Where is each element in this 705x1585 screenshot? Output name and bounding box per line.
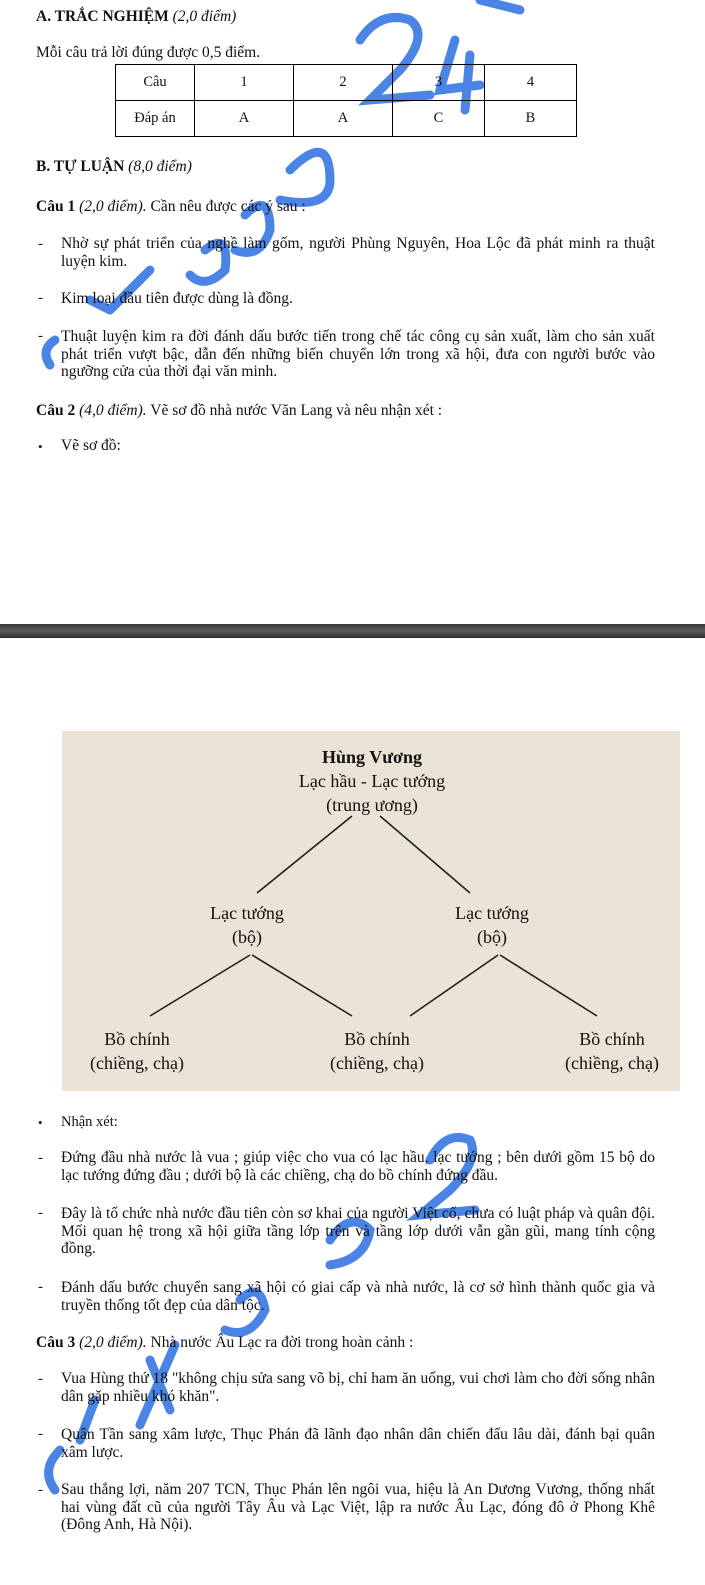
table-cell: A [195, 101, 294, 137]
q2-label: Câu 2 [36, 402, 76, 419]
node-mid-right [432, 901, 552, 949]
node-line: Bồ chính [344, 1029, 410, 1049]
table-row [116, 101, 577, 137]
node-title: Hùng Vương [322, 747, 422, 767]
dash-marker: - [38, 236, 43, 252]
q3-points: (2,0 điểm). [79, 1334, 147, 1351]
node-mid-left [187, 901, 307, 949]
node-line: Lạc tướng [455, 903, 529, 923]
node-line: (chiềng, chạ) [90, 1053, 184, 1073]
table-cell: A [294, 101, 393, 137]
q3-item: Quân Tần sang xâm lược, Thục Phán đã lãnh đạo nhân dân chiến đấu lâu dài, đánh bại quân xâm lược. [61, 1426, 655, 1461]
q3-label: Câu 3 [36, 1334, 76, 1351]
dash-marker: - [38, 1279, 43, 1295]
q2-heading [36, 402, 442, 420]
node-line: Lạc hầu - Lạc tướng [298, 771, 446, 791]
q2-remark: Đứng đầu nhà nước là vua ; giúp việc cho vua có lạc hầu, lạc tướng ; bên dưới gồm 15 bộ do lạc tướng đứng đầu ; dưới bộ là các chiềng, chạ do bồ chính đứng đầu. [61, 1149, 655, 1184]
section-b-heading [36, 158, 192, 176]
q3-heading [36, 1334, 413, 1352]
q1-item: Thuật luyện kim ra đời đánh dấu bước tiến trong chế tác công cụ sản xuất, làm cho sản xuất phát triển vượt bậc, dẫn đến những biến chuyển lớn trong xã hội, đưa con người bước vào ngưỡng cửa của thời đại văn minh. [61, 328, 655, 380]
dash-marker: - [38, 290, 43, 306]
node-bottom-right [547, 1027, 677, 1075]
node-line: Lạc tướng [210, 903, 284, 923]
bullet-marker: • [38, 439, 43, 454]
dash-marker: - [38, 1205, 43, 1221]
connector-line [410, 955, 498, 1016]
bullet-marker: • [38, 1115, 43, 1130]
node-bottom-center [312, 1027, 442, 1075]
q2-remark-label: Nhận xét: [61, 1114, 118, 1130]
table-cell: 3 [393, 65, 485, 101]
table-cell: C [393, 101, 485, 137]
q1-points: (2,0 điểm). [79, 198, 147, 215]
connector-line [380, 816, 470, 893]
dash-marker: - [38, 1150, 43, 1166]
section-a-title: A. TRẮC NGHIỆM [36, 8, 169, 25]
table-cell: Đáp án [116, 101, 195, 137]
table-cell: 1 [195, 65, 294, 101]
connector-line [150, 955, 250, 1016]
q2-remark: Đây là tổ chức nhà nước đầu tiên còn sơ khai của người Việt cổ, chưa có luật pháp và quân đội. Mối quan hệ trong xã hội giữa tầng lớp trên và tầng lớp dưới vẫn gần gũi, mang tính cộng đồng. [61, 1205, 655, 1257]
dash-marker: - [38, 328, 43, 344]
dash-marker: - [38, 1371, 43, 1387]
node-top [272, 745, 472, 817]
page-divider [0, 624, 705, 638]
section-b-points: (8,0 điểm) [128, 158, 192, 175]
van-lang-diagram [62, 731, 680, 1091]
table-row [116, 65, 577, 101]
q1-item: Kim loại đầu tiên được dùng là đồng. [61, 290, 293, 307]
dash-marker: - [38, 1426, 43, 1442]
q3-item: Sau thắng lợi, năm 207 TCN, Thục Phán lên ngôi vua, hiệu là An Dương Vương, thống nhất hai vùng đất cũ của người Tây Âu và Lạc Việt, lập ra nước Âu Lạc, đóng đô ở Phong Khê (Đông Anh, Hà Nội). [61, 1481, 655, 1533]
q2-remark: Đánh dấu bước chuyển sang xã hội có giai cấp và nhà nước, là cơ sở hình thành quốc gia và truyền thống tốt đẹp của dân tộc. [61, 1279, 655, 1314]
connector-line [252, 955, 352, 1016]
node-bottom-left [72, 1027, 202, 1075]
node-line: (chiềng, chạ) [330, 1053, 424, 1073]
section-a-note: Mỗi câu trả lời đúng được 0,5 điểm. [36, 44, 261, 61]
node-line: (bộ) [477, 927, 507, 947]
q3-item: Vua Hùng thứ 18 "không chịu sửa sang võ bị, chỉ ham ăn uống, vui chơi làm cho đời sống nhân dân gặp nhiều khó khăn". [61, 1370, 655, 1405]
table-cell: Câu [116, 65, 195, 101]
connector-line [257, 816, 352, 893]
section-b-title: B. TỰ LUẬN [36, 158, 125, 175]
q2-draw-label: Vẽ sơ đồ: [61, 437, 121, 454]
connector-line [500, 955, 597, 1016]
q1-heading [36, 198, 306, 216]
node-line: (chiềng, chạ) [565, 1053, 659, 1073]
q1-label: Câu 1 [36, 198, 76, 215]
q1-prompt: Cần nêu được các ý sau : [146, 198, 306, 215]
q1-item: Nhờ sự phát triển của nghề làm gốm, người Phùng Nguyên, Hoa Lộc đã phát minh ra thuật luyện kim. [61, 235, 655, 270]
node-line: Bồ chính [104, 1029, 170, 1049]
q3-prompt: Nhà nước Âu Lạc ra đời trong hoàn cảnh : [146, 1334, 414, 1351]
node-line: Bồ chính [579, 1029, 645, 1049]
section-a-points: (2,0 điểm) [172, 8, 237, 25]
section-a-heading [36, 8, 236, 26]
table-cell: B [484, 101, 576, 137]
answer-table [115, 64, 577, 137]
q2-points: (4,0 điểm). [79, 402, 147, 419]
node-line: (trung ương) [326, 795, 418, 815]
dash-marker: - [38, 1482, 43, 1498]
q2-prompt: Vẽ sơ đồ nhà nước Văn Lang và nêu nhận xét : [146, 402, 443, 419]
node-line: (bộ) [232, 927, 262, 947]
table-cell: 2 [294, 65, 393, 101]
table-cell: 4 [484, 65, 576, 101]
